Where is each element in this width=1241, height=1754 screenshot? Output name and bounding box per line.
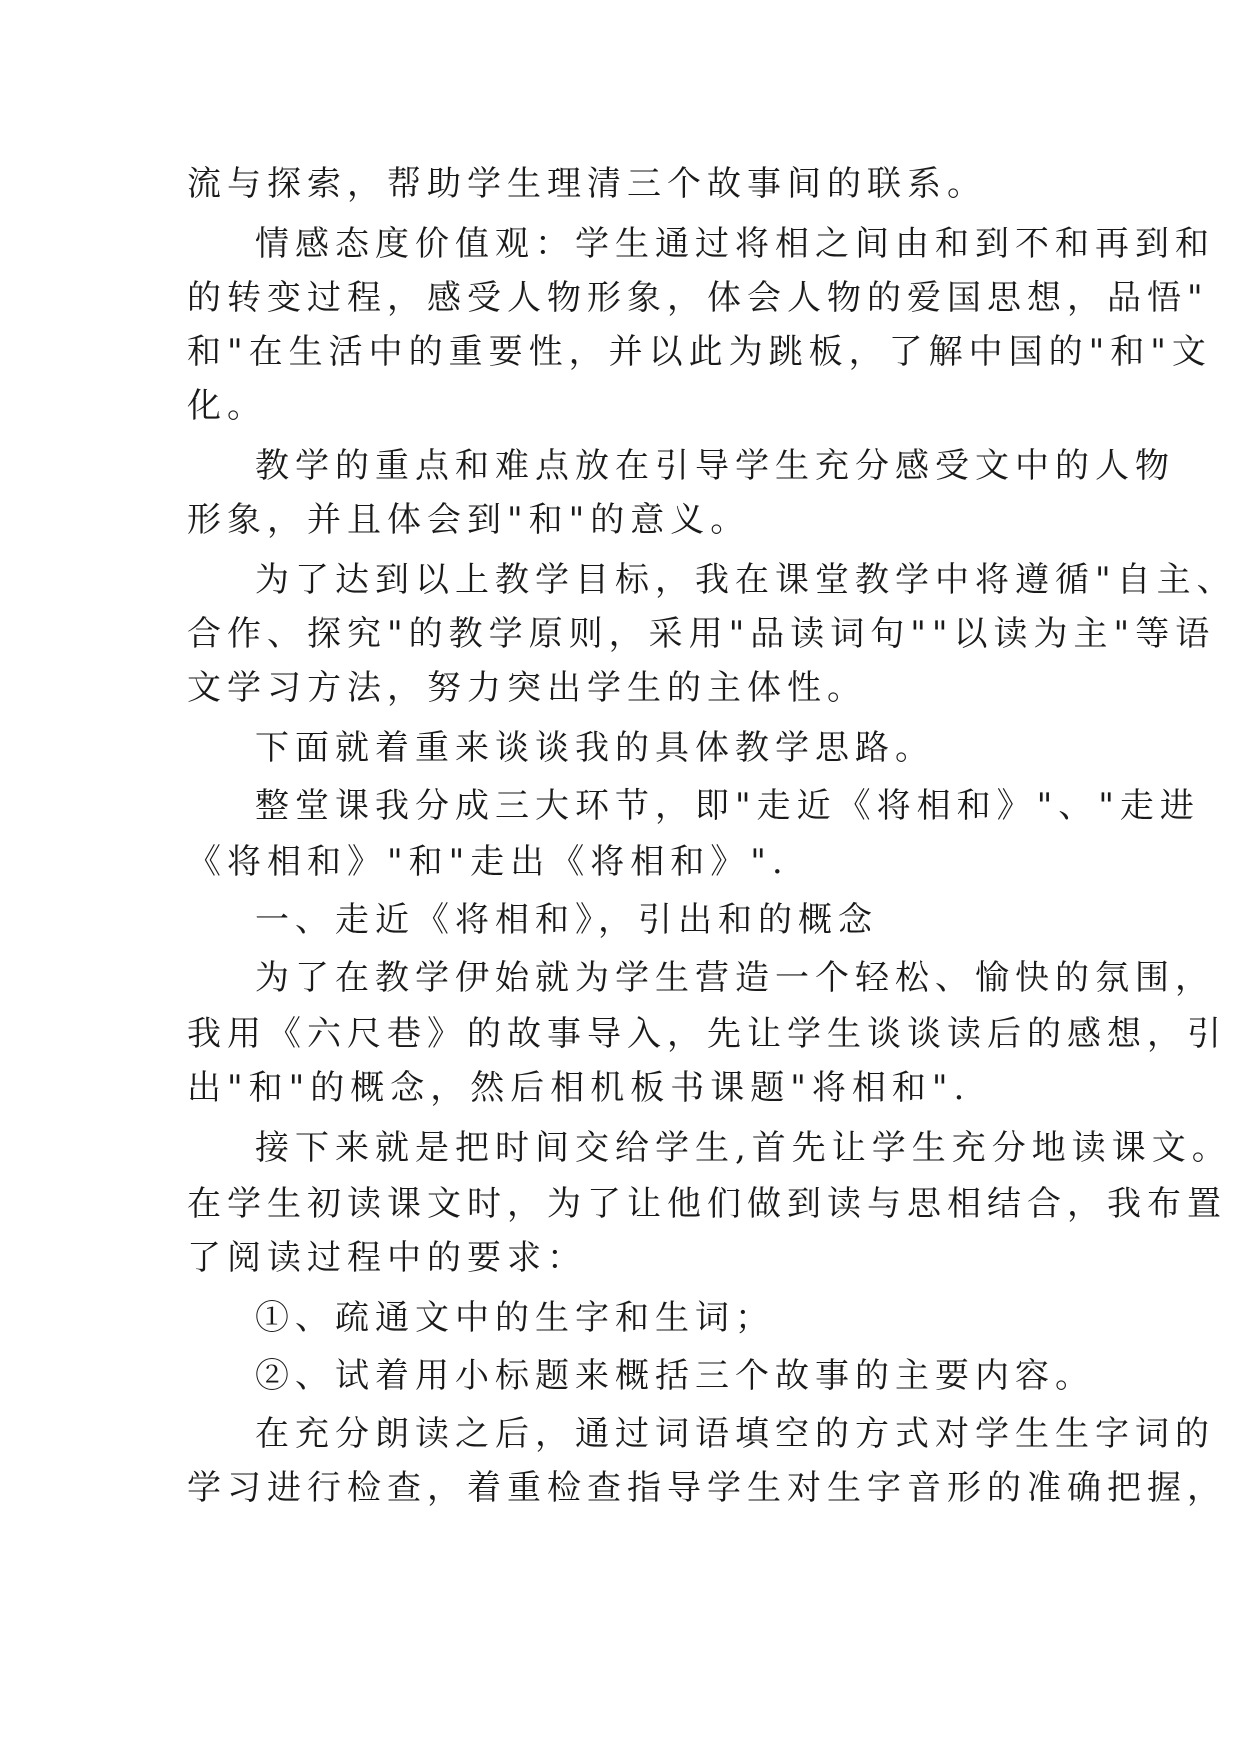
- list-item: ①、疏通文中的生字和生词；: [255, 1298, 775, 1338]
- text-line: 学习进行检查，着重检查指导学生对生字音形的准确把握，: [187, 1468, 1227, 1508]
- text-line: 我用《六尺巷》的故事导入，先让学生谈谈读后的感想，引: [187, 1014, 1227, 1054]
- paragraph-start-line: 接下来就是把时间交给学生,首先让学生充分地读课文。: [255, 1128, 1232, 1168]
- paragraph-start-line: 情感态度价值观：学生通过将相之间由和到不和再到和: [255, 224, 1215, 264]
- text-line: 《将相和》"和"走出《将相和》".: [187, 842, 789, 882]
- paragraph-start-line: 为了在教学伊始就为学生营造一个轻松、愉快的氛围，: [255, 958, 1215, 998]
- text-line: 出"和"的概念，然后相机板书课题"将相和".: [187, 1068, 971, 1108]
- text-line: 和"在生活中的重要性，并以此为跳板，了解中国的"和"文: [187, 332, 1212, 372]
- list-item: ②、试着用小标题来概括三个故事的主要内容。: [255, 1356, 1095, 1396]
- text-line: 流与探索，帮助学生理清三个故事间的联系。: [187, 164, 987, 204]
- paragraph-start-line: 在充分朗读之后，通过词语填空的方式对学生生字词的: [255, 1414, 1215, 1454]
- text-line: 文学习方法，努力突出学生的主体性。: [187, 668, 867, 708]
- text-line: 在学生初读课文时，为了让他们做到读与思相结合，我布置: [187, 1184, 1227, 1224]
- paragraph-start-line: 下面就着重来谈谈我的具体教学思路。: [255, 728, 935, 768]
- text-line: 合作、探究"的教学原则，采用"品读词句""以读为主"等语: [187, 614, 1216, 654]
- section-heading: 一、走近《将相和》，引出和的概念: [255, 900, 878, 940]
- text-line: 了阅读过程中的要求：: [187, 1238, 587, 1278]
- text-line: 形象，并且体会到"和"的意义。: [187, 500, 751, 540]
- text-line: 的转变过程，感受人物形象，体会人物的爱国思想，品悟": [187, 278, 1209, 318]
- paragraph-start-line: 为了达到以上教学目标，我在课堂教学中将遵循"自主、: [255, 560, 1237, 600]
- text-line: 化。: [187, 386, 267, 426]
- paragraph-start-line: 教学的重点和难点放在引导学生充分感受文中的人物: [255, 446, 1175, 486]
- paragraph-start-line: 整堂课我分成三大环节，即"走近《将相和》"、"走进: [255, 786, 1200, 826]
